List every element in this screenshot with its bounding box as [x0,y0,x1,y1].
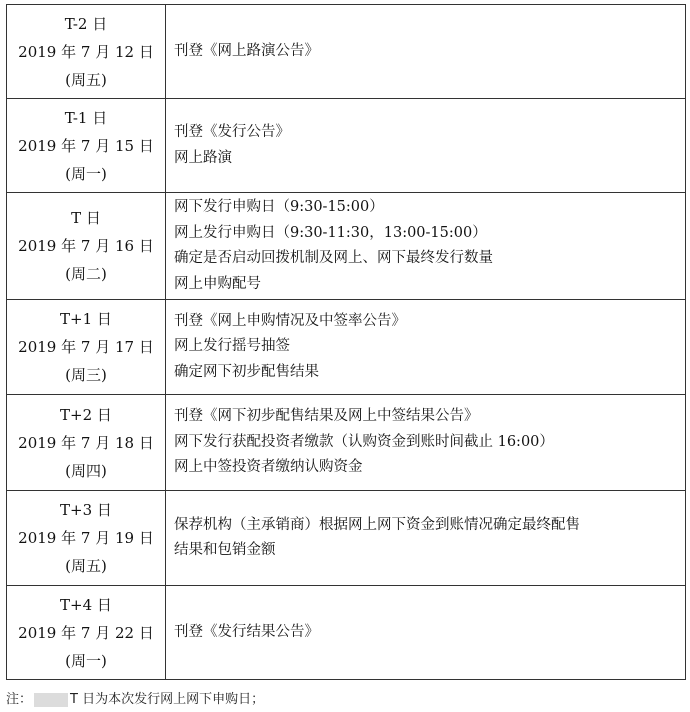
date-label: 2019 年 7 月 12 日 [18,42,154,61]
event-line: 网下发行申购日（9:30-15:00） [174,199,384,215]
date-label: 2019 年 7 月 16 日 [18,237,154,255]
event-line: 网上路演 [174,149,232,166]
date-label: 2019 年 7 月 22 日 [18,623,154,642]
day-label: T+4 日 [60,595,112,614]
date-cell [7,193,166,300]
events-cell [166,491,686,586]
event-line: 结果和包销金额 [174,542,276,558]
weekday-label: (周三) [65,366,107,384]
events-cell [166,99,686,193]
date-label: 2019 年 7 月 15 日 [18,136,154,155]
weekday-label: (周四) [65,461,107,480]
date-cell [7,395,166,491]
footnote-text: T 日为本次发行网上网下申购日； [70,692,265,707]
event-line: 刊登《发行结果公告》 [174,623,319,640]
date-cell [7,5,166,99]
table-row [7,5,686,99]
table-row [7,395,686,491]
weekday-label: (周一) [65,164,107,183]
day-label: T-2 日 [64,14,108,33]
event-line: 确定是否启动回拨机制及网上、网下最终发行数量 [174,250,493,266]
weekday-label: (周五) [65,70,107,89]
weekday-label: (周一) [65,651,107,670]
schedule-table [6,4,686,680]
event-line: 刊登《发行公告》 [174,124,290,140]
events-cell [166,193,686,300]
table-row [7,300,686,395]
date-label: 2019 年 7 月 18 日 [18,433,154,452]
date-label: 2019 年 7 月 17 日 [18,338,154,356]
date-cell [7,99,166,193]
day-label: T+2 日 [60,405,112,424]
footnote [6,688,264,707]
event-line: 网下发行获配投资者缴款（认购资金到账时间截止 16:00） [174,433,554,450]
events-cell [166,300,686,395]
event-line: 刊登《网下初步配售结果及网上中签结果公告》 [174,408,479,425]
event-line: 刊登《网上申购情况及中签率公告》 [174,312,406,329]
table-row [7,586,686,680]
day-label: T 日 [71,209,101,227]
footnote-prefix: 注： [6,692,33,707]
weekday-label: (周五) [65,557,107,575]
event-line: 保荐机构（主承销商）根据网上网下资金到账情况确定最终配售 [174,516,580,533]
events-cell [166,395,686,491]
event-line: 网上发行摇号抽签 [174,338,290,355]
table-row [7,491,686,586]
day-label: T-1 日 [64,108,108,127]
events-cell [166,5,686,99]
day-label: T+3 日 [60,501,112,519]
date-label: 2019 年 7 月 19 日 [18,529,154,547]
event-line: 网上申购配号 [174,275,261,292]
date-cell [7,586,166,680]
table-row [7,193,686,300]
day-label: T+1 日 [60,310,112,328]
event-line: 网上发行申购日（9:30-11:30，13:00-15:00） [174,224,487,241]
date-cell [7,491,166,586]
event-line: 刊登《网上路演公告》 [174,42,319,59]
events-cell [166,586,686,680]
event-line: 网上中签投资者缴纳认购资金 [174,459,363,476]
event-line: 确定网下初步配售结果 [174,363,319,380]
weekday-label: (周二) [65,265,107,283]
table-row [7,99,686,193]
watermark-overlay [34,693,68,707]
date-cell [7,300,166,395]
